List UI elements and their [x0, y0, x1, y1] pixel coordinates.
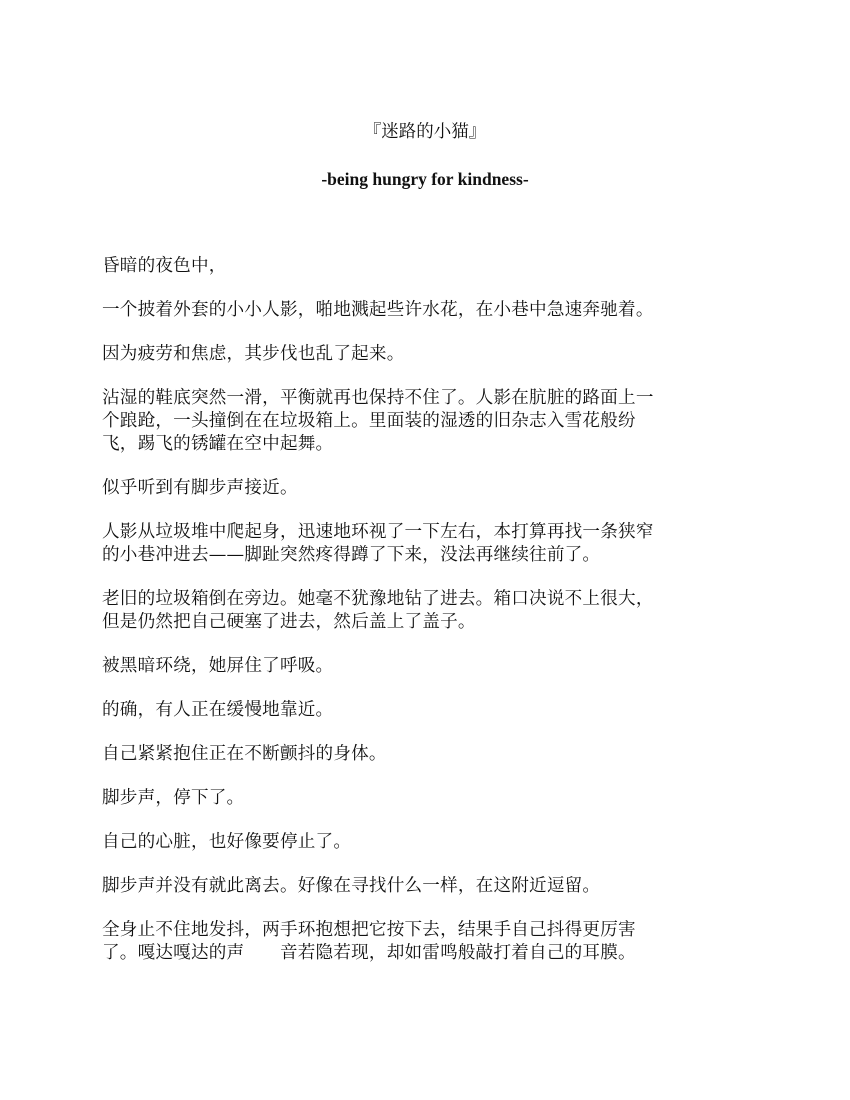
- paragraph-6: 人影从垃圾堆中爬起身，迅速地环视了一下左右，本打算再找一条狭窄 的小巷冲进去——脚趾突然疼得蹲了下来，没法再继续往前了。: [102, 522, 654, 565]
- paragraph-8: 被黑暗环绕，她屏住了呼吸。: [102, 656, 334, 676]
- paragraph-14: 全身止不住地发抖，两手环抱想把它按下去，结果手自己抖得更厉害 了。嘎达嘎达的声 音若隐若现，却如雷鸣般敲打着自己的耳膜。: [102, 920, 636, 963]
- paragraph-12: 自己的心脏，也好像要停止了。: [102, 832, 352, 852]
- document-subtitle: -being hungry for kindness-: [321, 169, 529, 189]
- story-body: [102, 255, 752, 986]
- paragraph-5: 似乎听到有脚步声接近。: [102, 478, 298, 498]
- paragraph-3: 因为疲劳和焦虑，其步伐也乱了起来。: [102, 344, 405, 364]
- paragraph-10: 自己紧紧抱住正在不断颤抖的身体。: [102, 744, 387, 764]
- paragraph-13: 脚步声并没有就此离去。好像在寻找什么一样，在这附近逗留。: [102, 876, 601, 896]
- paragraph-4: 沾湿的鞋底突然一滑，平衡就再也保持不住了。人影在肮脏的路面上一 个踉跄，一头撞倒在在垃圾箱上。里面装的湿透的旧杂志入雪花般纷 飞，踢飞的锈罐在空中起舞。: [102, 388, 654, 454]
- paragraph-11: 脚步声，停下了。: [102, 788, 245, 808]
- paragraph-7: 老旧的垃圾箱倒在旁边。她毫不犹豫地钻了进去。箱口决说不上很大， 但是仍然把自己硬塞了进去，然后盖上了盖子。: [102, 589, 654, 632]
- paragraph-2: 一个披着外套的小小人影，啪地溅起些许水花，在小巷中急速奔驰着。: [102, 300, 654, 320]
- paragraph-9: 的确，有人正在缓慢地靠近。: [102, 700, 334, 720]
- paragraph-1: 昏暗的夜色中，: [102, 256, 227, 276]
- document-title: 『迷路的小猫』: [363, 122, 487, 142]
